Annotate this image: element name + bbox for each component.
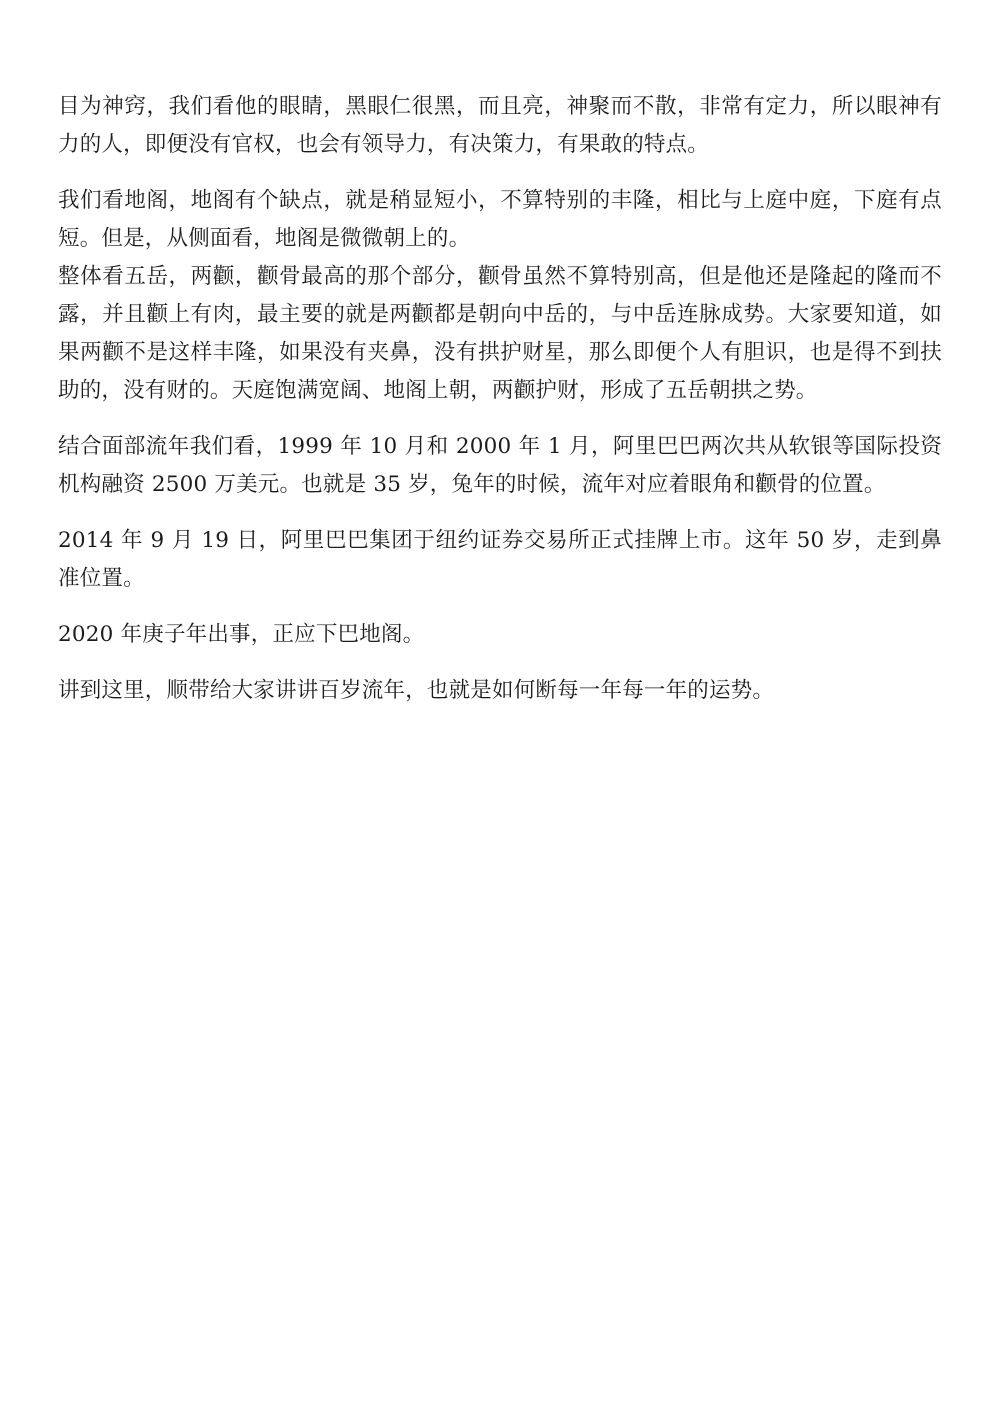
- paragraph-4: 结合面部流年我们看，1999 年 10 月和 2000 年 1 月，阿里巴巴两次共从软银等国际投资机构融资 2500 万美元。也就是 35 岁，兔年的时候，流年对应着眼角和颧骨的位置。: [58, 434, 942, 497]
- document-text-body: [58, 88, 942, 710]
- paragraph-1: 目为神窍，我们看他的眼睛，黑眼仁很黑，而且亮，神聚而不散，非常有定力，所以眼神有力的人，即便没有官权，也会有领导力，有决策力，有果敢的特点。: [58, 94, 942, 157]
- paragraph-7: 讲到这里，顺带给大家讲讲百岁流年，也就是如何断每一年每一年的运势。: [58, 678, 775, 703]
- paragraph-5: 2014 年 9 月 19 日，阿里巴巴集团于纽约证券交易所正式挂牌上市。这年 50 岁，走到鼻准位置。: [58, 528, 942, 591]
- paragraph-2: 我们看地阁，地阁有个缺点，就是稍显短小，不算特别的丰隆，相比与上庭中庭，下庭有点短。但是，从侧面看，地阁是微微朝上的。: [58, 188, 942, 251]
- paragraph-6: 2020 年庚子年出事，正应下巴地阁。: [58, 622, 425, 647]
- paragraph-3: 整体看五岳，两颧，颧骨最高的那个部分，颧骨虽然不算特别高，但是他还是隆起的隆而不露，并且颧上有肉，最主要的就是两颧都是朝向中岳的，与中岳连脉成势。大家要知道，如果两颧不是这样丰隆，如果没有夹鼻，没有拱护财星，那么即便个人有胆识，也是得不到扶助的，没有财的。天庭饱满宽阔、地阁上朝，两颧护财，形成了五岳朝拱之势。: [58, 264, 942, 403]
